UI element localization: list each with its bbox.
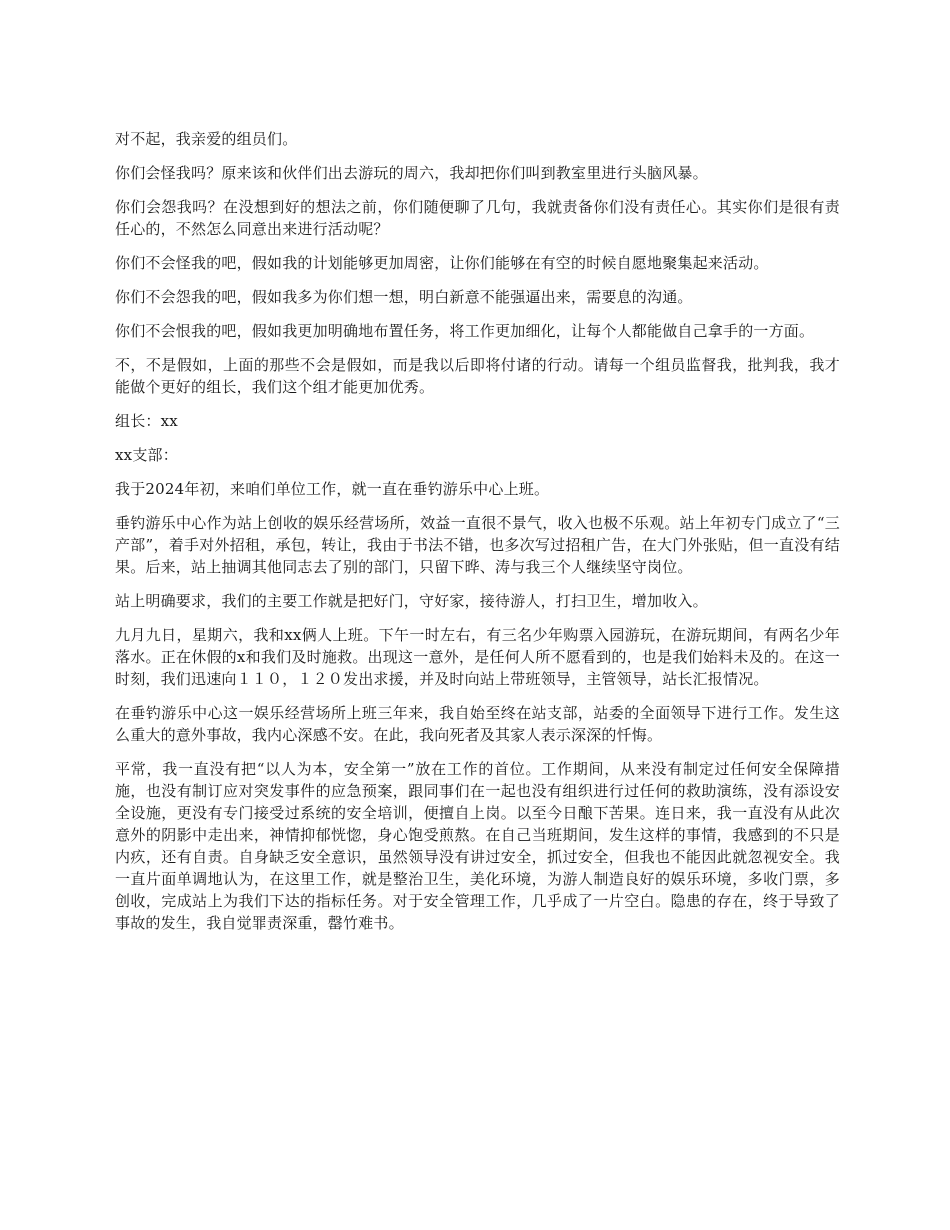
paragraph-resent-question: 你们会怨我吗？在没想到好的想法之前，你们随便聊了几句，我就责备你们没有责任心。其实你们是很有责任心的，不然怎么同意出来进行活动呢？ — [115, 198, 840, 238]
paragraph-center-background: 垂钓游乐中心作为站上创收的娱乐经营场所，效益一直很不景气，收入也极不乐观。站上年初专门成立了“三产部”，着手对外招租，承包，转让，我由于书法不错，也多次写过招租广告，在大门外张贴，但一直没有结果。后来，站上抽调其他同志去了别的部门，只留下晔、涛与我三个人继续坚守岗位。 — [115, 514, 840, 576]
paragraph-commitment: 不，不是假如，上面的那些不会是假如，而是我以后即将付诸的行动。请每一个组员监督我，批判我，我才能做个更好的组长，我们这个组才能更加优秀。 — [115, 356, 840, 396]
paragraph-blame-question: 你们会怪我吗？原来该和伙伴们出去游玩的周六，我却把你们叫到教室里进行头脑风暴。 — [115, 164, 708, 182]
paragraph-plan-reflection: 你们不会怪我的吧，假如我的计划能够更加周密，让你们能够在有空的时候自愿地聚集起来活动。 — [115, 254, 769, 272]
paragraph-incident: 九月九日，星期六，我和xx俩人上班。下午一时左右，有三名少年购票入园游玩，在游玩期间，有两名少年落水。正在休假的x和我们及时施救。出现这一意外，是任何人所不愿看到的，也是我们始料未及的。在这一时刻，我们迅速向１１０，１２０发出求援，并及时向站上带班领导，主管领导，站长汇报情况。 — [115, 626, 840, 688]
document-body — [115, 128, 840, 946]
paragraph-communication-reflection: 你们不会怨我的吧，假如我多为你们想一想，明白新意不能强逼出来，需要息的沟通。 — [115, 288, 693, 306]
paragraph-duties: 站上明确要求，我们的主要工作就是把好门，守好家，接待游人，打扫卫生，增加收入。 — [115, 592, 708, 610]
signature-team-leader: 组长：xx — [115, 412, 178, 430]
paragraph-task-reflection: 你们不会恨我的吧，假如我更加明确地布置任务，将工作更加细化，让每个人都能做自己拿手的一方面。 — [115, 322, 815, 340]
salutation-branch: xx支部： — [115, 446, 178, 464]
paragraph-remorse: 在垂钓游乐中心这一娱乐经营场所上班三年来，我自始至终在站支部，站委的全面领导下进行工作。发生这么重大的意外事故，我内心深感不安。在此，我向死者及其家人表示深深的忏悔。 — [115, 704, 840, 744]
paragraph-work-start: 我于2024年初，来咱们单位工作，就一直在垂钓游乐中心上班。 — [115, 480, 550, 498]
paragraph-self-criticism: 平常，我一直没有把“以人为本，安全第一”放在工作的首位。工作期间，从来没有制定过任何安全保障措施，也没有制订应对突发事件的应急预案，跟同事们在一起也没有组织进行过任何的救助演练，没有添设安全设施，更没有专门接受过系统的安全培训，便擅自上岗。以至今日酿下苦果。连日来，我一直没有从此次意外的阴影中走出来，神情抑郁恍惚，身心饱受煎熬。在自己当班期间，发生这样的事情，我感到的不只是内疚，还有自责。自身缺乏安全意识，虽然领导没有讲过安全，抓过安全，但我也不能因此就忽视安全。我一直片面单调地认为，在这里工作，就是整治卫生，美化环境，为游人制造良好的娱乐环境，多收门票，多创收，完成站上为我们下达的指标任务。对于安全管理工作，几乎成了一片空白。隐患的存在，终于导致了事故的发生，我自觉罪责深重，罄竹难书。 — [115, 760, 840, 932]
paragraph-apology-opening: 对不起，我亲爱的组员们。 — [115, 130, 298, 148]
